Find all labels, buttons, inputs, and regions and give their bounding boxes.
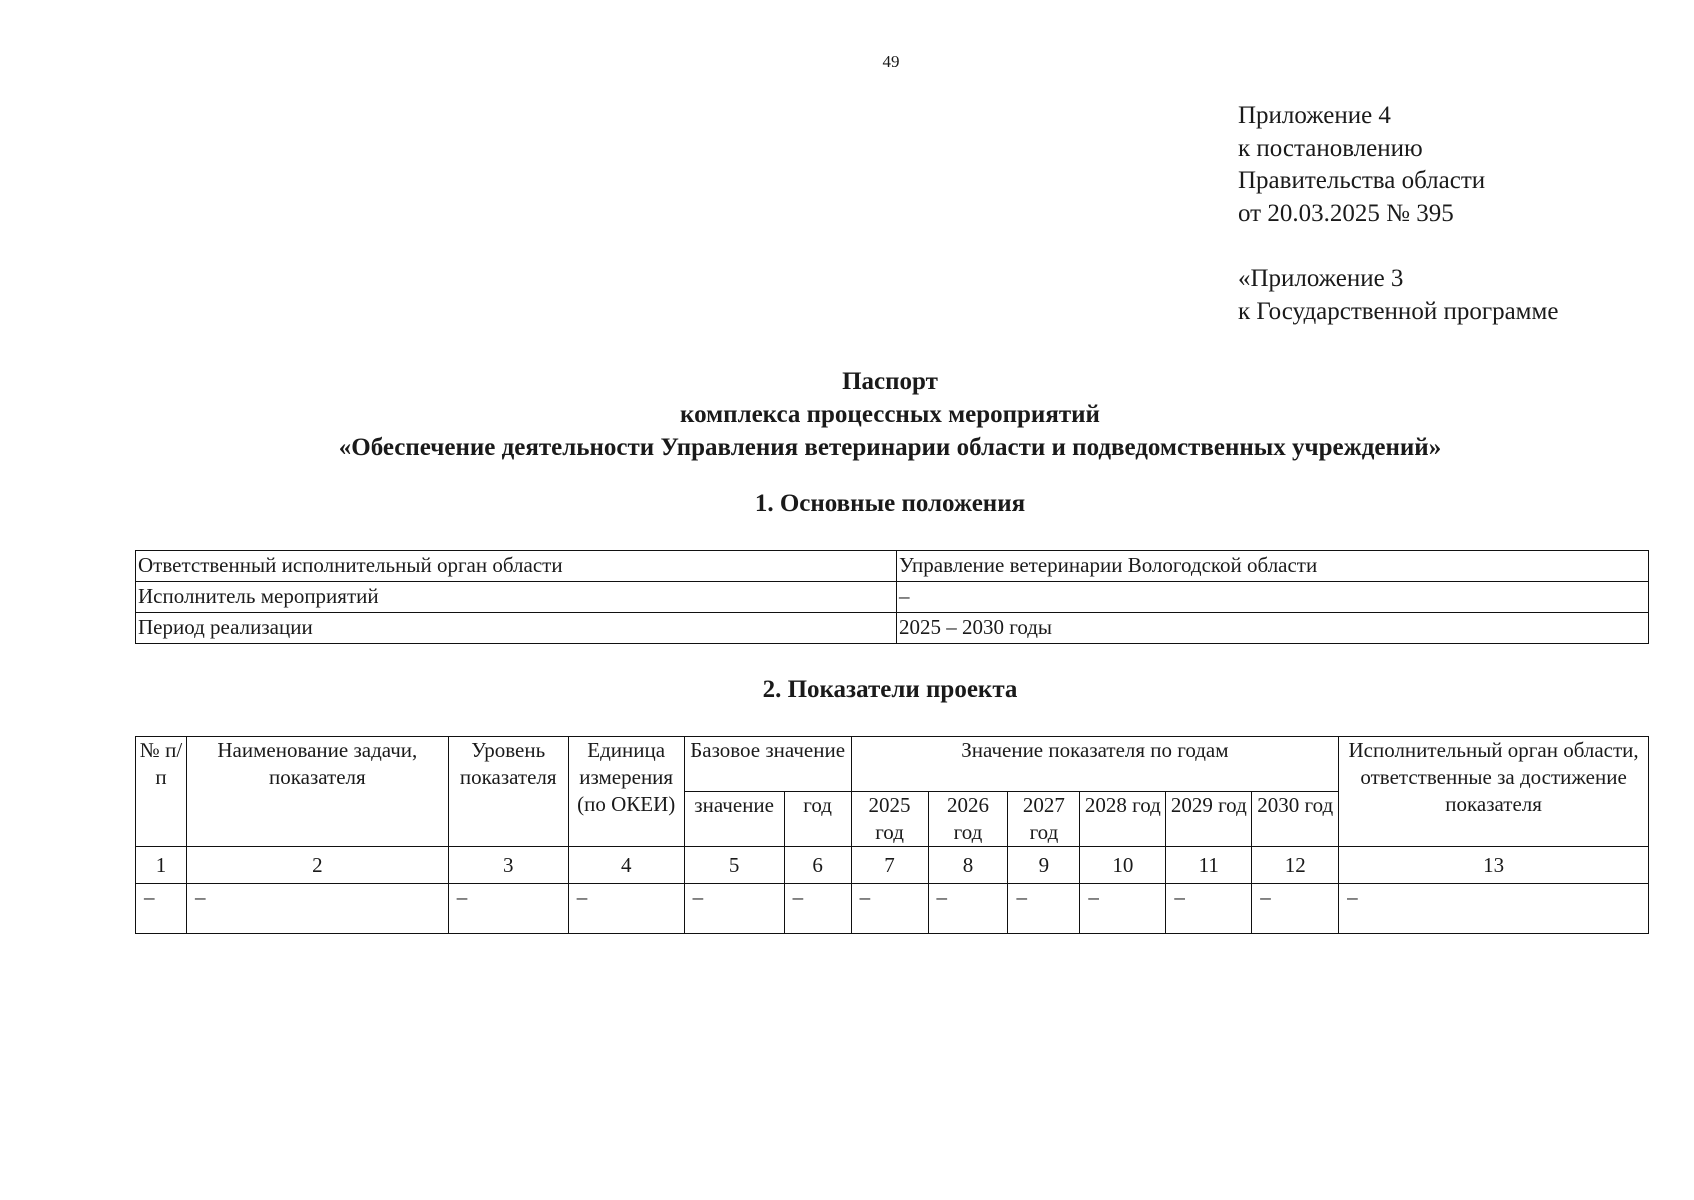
data-cell: –: [684, 884, 784, 934]
column-number: 12: [1252, 847, 1339, 884]
column-number: 9: [1008, 847, 1080, 884]
data-cell: –: [784, 884, 851, 934]
appendix-quote-line: «Приложение 3: [1238, 265, 1404, 292]
header-level: Уровень показателя: [448, 737, 568, 847]
header-executor: Исполнительный орган области, ответственные за достижение показателя: [1339, 737, 1649, 847]
column-number: 8: [928, 847, 1008, 884]
document-title: [135, 365, 1645, 464]
header-base-year: год: [784, 792, 851, 847]
header-year: 2030 год: [1252, 792, 1339, 847]
appendix-line: Правительства области: [1238, 167, 1486, 194]
column-number: 10: [1080, 847, 1166, 884]
data-cell: –: [928, 884, 1008, 934]
data-cell: –: [1008, 884, 1080, 934]
indicators-table: [135, 736, 1649, 934]
header-year: 2027 год: [1008, 792, 1080, 847]
title-line-2: комплекса процессных мероприятий: [680, 401, 1100, 428]
section-1-heading: 1. Основные положения: [754, 490, 1026, 517]
data-cell: –: [136, 884, 187, 934]
column-number: 1: [136, 847, 187, 884]
table-row: [136, 884, 1649, 934]
data-cell: –: [568, 884, 684, 934]
section-2-heading: 2. Показатели проекта: [762, 676, 1018, 703]
row-value: 2025 – 2030 годы: [897, 613, 1649, 644]
column-number: 6: [784, 847, 851, 884]
header-by-years: Значение показателя по годам: [851, 737, 1339, 792]
appendix-line: к постановлению: [1238, 134, 1423, 162]
page-number: 49: [882, 52, 900, 71]
appendix-gap: [1238, 230, 1668, 263]
row-value: Управление ветеринарии Вологодской области: [897, 551, 1649, 582]
header-unit: Единица измерения (по ОКЕИ): [568, 737, 684, 847]
appendix-line: Приложение 4: [1238, 102, 1391, 129]
title-line-1: Паспорт: [842, 368, 938, 395]
row-value: –: [897, 582, 1649, 613]
header-num: № п/п: [136, 737, 187, 847]
column-number: 11: [1166, 847, 1252, 884]
header-base-value: значение: [684, 792, 784, 847]
header-base: Базовое значение: [684, 737, 851, 792]
header-year: 2029 год: [1166, 792, 1252, 847]
row-label: Ответственный исполнительный орган области: [136, 551, 897, 582]
column-numbers-row: [136, 847, 1649, 884]
row-label: Исполнитель мероприятий: [136, 582, 897, 613]
column-number: 2: [186, 847, 448, 884]
table-row: [136, 551, 1649, 582]
appendix-block: [1238, 100, 1668, 328]
header-year: 2025 год: [851, 792, 928, 847]
column-number: 3: [448, 847, 568, 884]
data-cell: –: [1252, 884, 1339, 934]
header-row: [136, 737, 1649, 792]
column-number: 4: [568, 847, 684, 884]
appendix-line: от 20.03.2025 № 395: [1238, 199, 1454, 227]
title-line-3: «Обеспечение деятельности Управления ветеринарии области и подведомственных учреждений»: [338, 434, 1442, 461]
column-number: 7: [851, 847, 928, 884]
row-label: Период реализации: [136, 613, 897, 644]
basic-provisions-table: [135, 550, 1649, 644]
header-year: 2026 год: [928, 792, 1008, 847]
data-cell: –: [1080, 884, 1166, 934]
table-row: [136, 613, 1649, 644]
data-cell: –: [1339, 884, 1649, 934]
data-cell: –: [448, 884, 568, 934]
appendix-quote-line: к Государственной программе: [1238, 297, 1559, 325]
table-row: [136, 582, 1649, 613]
data-cell: –: [851, 884, 928, 934]
data-cell: –: [186, 884, 448, 934]
header-name: Наименование задачи, показателя: [186, 737, 448, 847]
column-number: 5: [684, 847, 784, 884]
data-cell: –: [1166, 884, 1252, 934]
column-number: 13: [1339, 847, 1649, 884]
header-year: 2028 год: [1080, 792, 1166, 847]
